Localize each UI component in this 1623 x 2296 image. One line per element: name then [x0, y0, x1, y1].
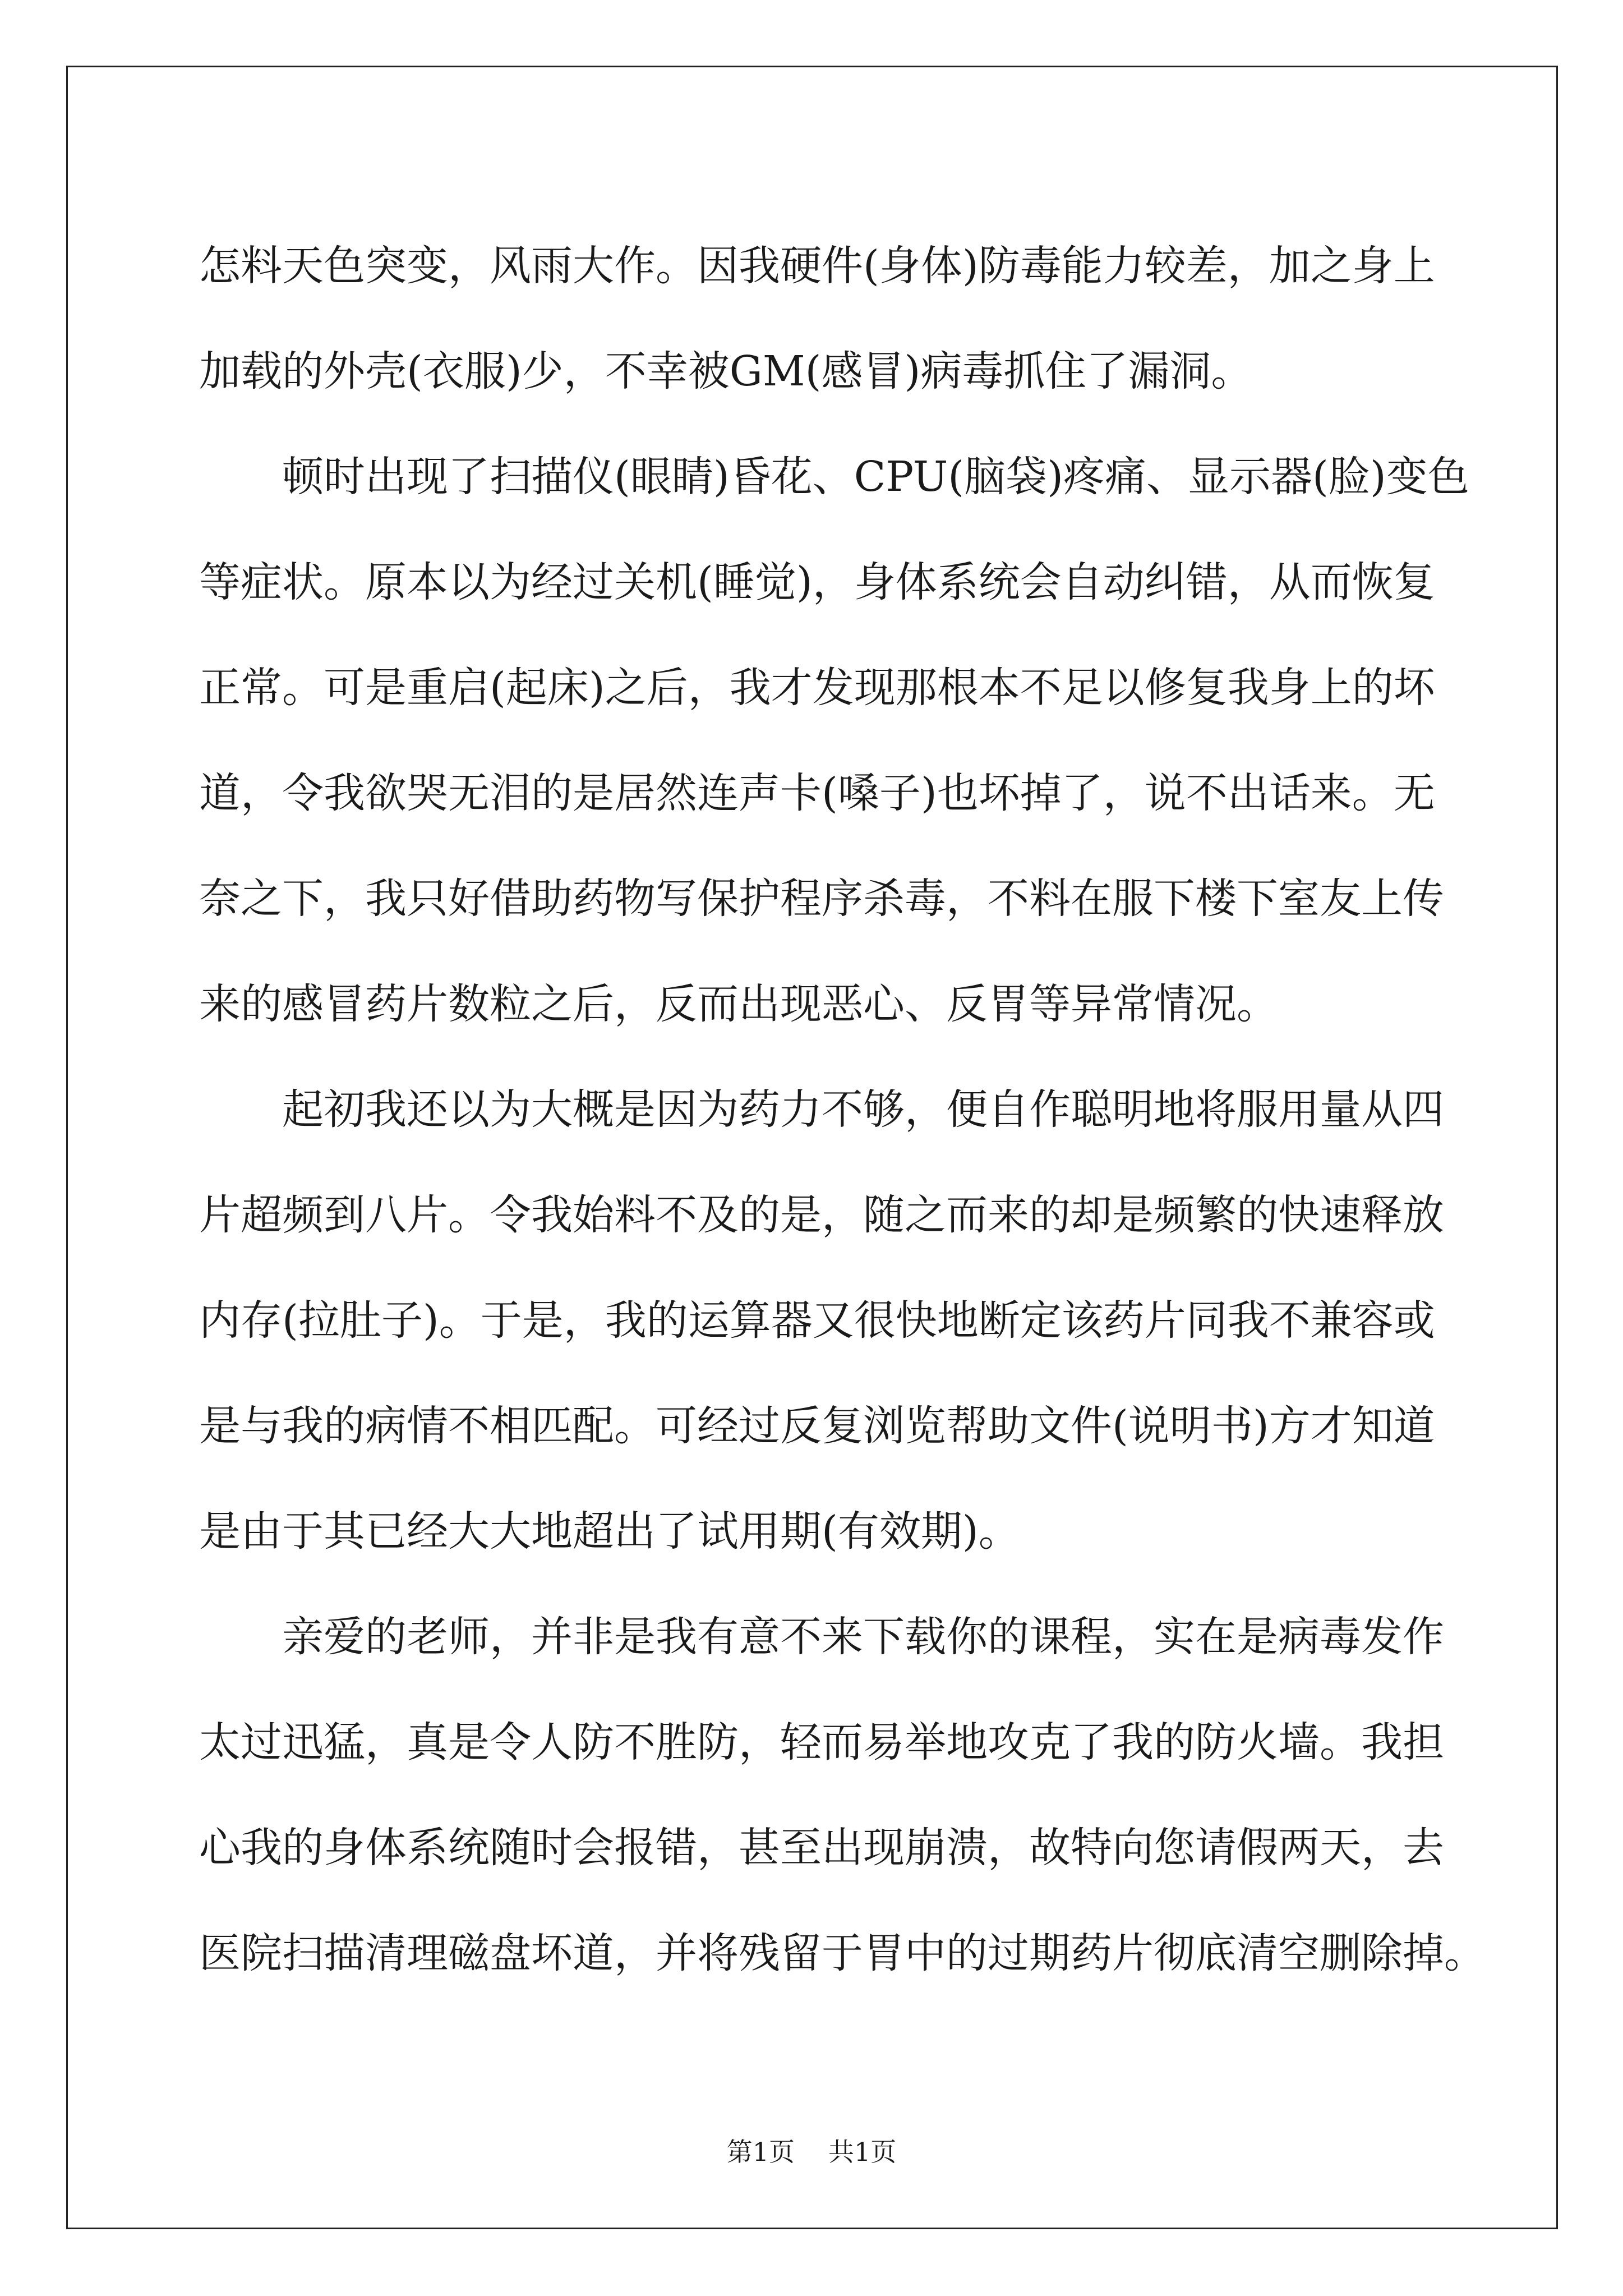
page-total: 共1页	[828, 2137, 897, 2167]
text-line: 正常。可是重启(起床)之后，我才发现那根本不足以修复我身上的坏	[199, 664, 1435, 712]
text-line: 奈之下，我只好借助药物写保护程序杀毒，不料在服下楼下室友上传	[199, 875, 1444, 923]
text-line: 是由于其已经大大地超出了试用期(有效期)。	[199, 1507, 1020, 1556]
text-line: 顿时出现了扫描仪(眼睛)昏花、CPU(脑袋)疼痛、显示器(脸)变色	[282, 453, 1469, 501]
text-line: 片超频到八片。令我始料不及的是，随之而来的却是频繁的快速释放	[199, 1191, 1444, 1239]
text-line: 亲爱的老师，并非是我有意不来下载你的课程，实在是病毒发作	[282, 1613, 1444, 1661]
paragraph-3	[199, 1057, 1444, 1584]
text-line: 内存(拉肚子)。于是，我的运算器又很快地断定该药片同我不兼容或	[199, 1296, 1435, 1345]
page-number: 第1页	[726, 2137, 795, 2167]
document-body	[199, 213, 1486, 2006]
paragraph-2	[199, 424, 1469, 1057]
text-line: 起初我还以为大概是因为药力不够，便自作聪明地将服用量从四	[282, 1085, 1444, 1134]
text-line: 医院扫描清理磁盘坏道，并将残留于胃中的过期药片彻底清空删除掉。	[199, 1929, 1486, 1977]
paragraph-4	[199, 1584, 1486, 2006]
text-line: 加载的外壳(衣服)少，不幸被GM(感冒)病毒抓住了漏洞。	[199, 347, 1253, 395]
page-footer	[0, 2132, 1623, 2169]
text-line: 太过迅猛，真是令人防不胜防，轻而易举地攻克了我的防火墙。我担	[199, 1718, 1444, 1766]
text-line: 道，令我欲哭无泪的是居然连声卡(嗓子)也坏掉了，说不出话来。无	[199, 769, 1435, 817]
text-line: 等症状。原本以为经过关机(睡觉)，身体系统会自动纠错，从而恢复	[199, 558, 1435, 606]
text-line: 是与我的病情不相匹配。可经过反复浏览帮助文件(说明书)方才知道	[199, 1402, 1435, 1450]
paragraph-1	[199, 213, 1433, 424]
text-line: 怎料天色突变，风雨大作。因我硬件(身体)防毒能力较差，加之身上	[199, 242, 1435, 290]
text-line: 来的感冒药片数粒之后，反而出现恶心、反胃等异常情况。	[199, 980, 1278, 1028]
text-line: 心我的身体系统随时会报错，甚至出现崩溃，故特向您请假两天，去	[199, 1824, 1444, 1872]
